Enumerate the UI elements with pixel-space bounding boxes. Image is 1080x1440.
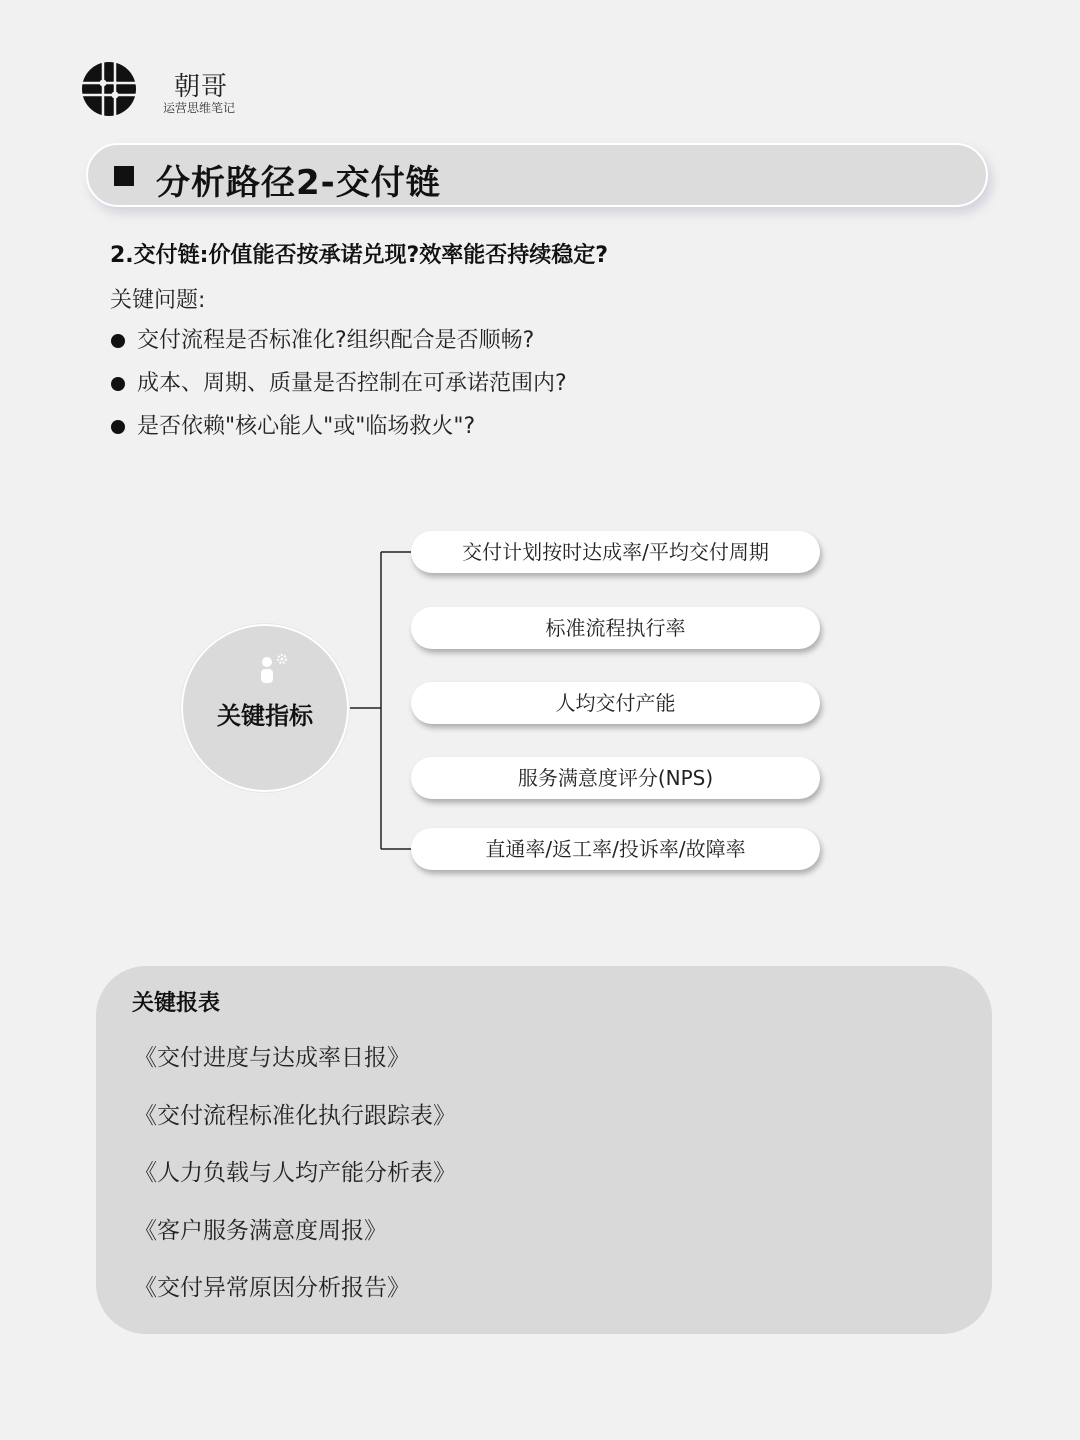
section-question: 2.交付链:价值能否按承诺兑现?效率能否持续稳定? bbox=[110, 243, 608, 268]
kpi-item: 人均交付产能 bbox=[411, 682, 820, 724]
report-item: 《交付流程标准化执行跟踪表》 bbox=[134, 1102, 456, 1129]
list-item bbox=[110, 325, 567, 368]
bullet-dot-icon bbox=[111, 334, 125, 348]
bullet-dot-icon bbox=[111, 420, 125, 434]
key-questions-label: 关键问题: bbox=[110, 288, 206, 313]
bullet-dot-icon bbox=[111, 377, 125, 391]
report-item: 《人力负载与人均产能分析表》 bbox=[134, 1160, 456, 1186]
brand-logo-icon bbox=[82, 62, 136, 116]
list-item-text: 是否依赖"核心能人"或"临场救火"? bbox=[137, 414, 476, 439]
report-item: 《交付异常原因分析报告》 bbox=[134, 1275, 410, 1301]
kpi-item: 标准流程执行率 bbox=[411, 607, 820, 649]
brand-name: 朝哥 bbox=[174, 72, 229, 102]
reports-title: 关键报表 bbox=[132, 991, 221, 1016]
title-bar bbox=[86, 143, 988, 207]
brand-subtitle: 运营思维笔记 bbox=[163, 101, 236, 115]
list-item-text: 成本、周期、质量是否控制在可承诺范围内? bbox=[137, 371, 567, 396]
person-gear-icon bbox=[257, 652, 291, 686]
kpi-hub-label: 关键指标 bbox=[217, 702, 313, 730]
kpi-item: 交付计划按时达成率/平均交付周期 bbox=[411, 531, 820, 573]
list-item bbox=[110, 411, 567, 454]
page-title: 分析路径2-交付链 bbox=[156, 163, 441, 203]
kpi-item: 服务满意度评分(NPS) bbox=[411, 757, 820, 799]
list-item bbox=[110, 368, 567, 411]
reports-panel bbox=[96, 966, 992, 1334]
kpi-hub-circle bbox=[181, 624, 349, 792]
kpi-item: 直通率/返工率/投诉率/故障率 bbox=[411, 828, 820, 870]
key-questions-list bbox=[110, 325, 567, 454]
report-item: 《交付进度与达成率日报》 bbox=[134, 1045, 410, 1071]
title-square-icon bbox=[114, 166, 134, 186]
report-item: 《客户服务满意度周报》 bbox=[134, 1217, 387, 1244]
list-item-text: 交付流程是否标准化?组织配合是否顺畅? bbox=[137, 328, 535, 353]
reports-list bbox=[134, 1040, 456, 1328]
